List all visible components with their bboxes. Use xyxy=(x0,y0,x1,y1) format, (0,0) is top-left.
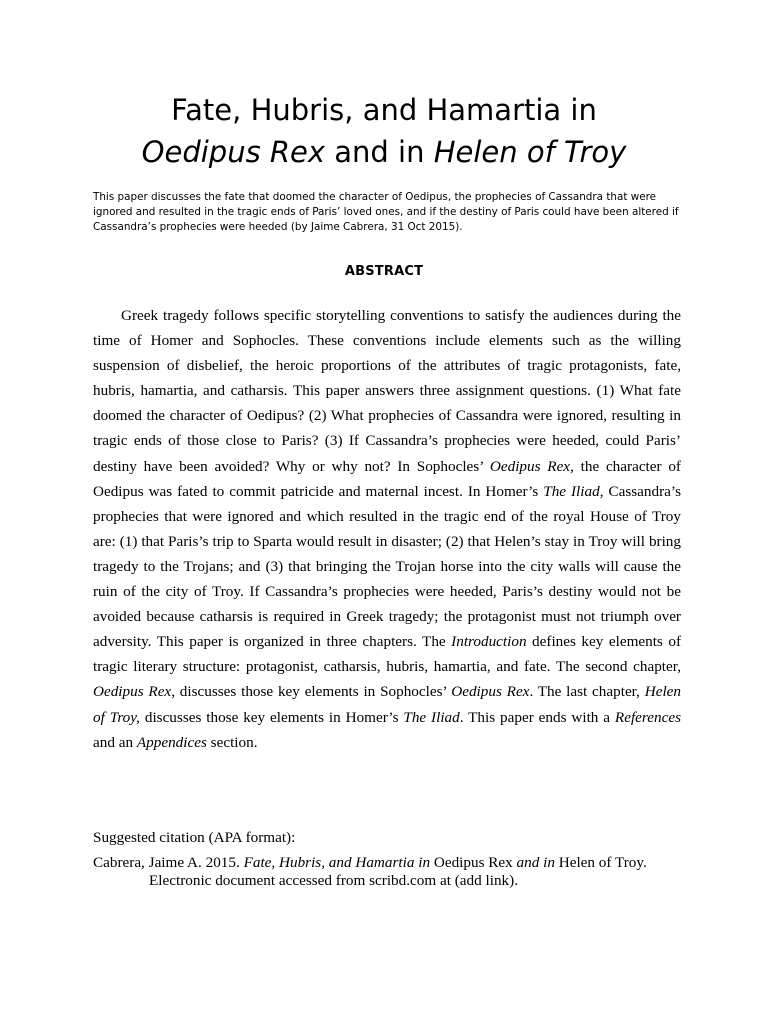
title-work-1: Oedipus Rex xyxy=(141,135,326,169)
abstract-text: . This paper ends with a xyxy=(459,708,615,726)
abstract-italic: Introduction xyxy=(451,633,527,651)
abstract-text: . The last chapter, xyxy=(529,683,645,701)
abstract-heading: ABSTRACT xyxy=(344,264,424,279)
abstract-paragraph xyxy=(93,303,681,755)
abstract-italic: The Iliad xyxy=(543,482,600,500)
abstract-text: , Cassandra’s prophecies that were ignored and which resulted in the tragic end of the royal House of Troy are: (1) that Paris’s trip to Sparta would result in disaster; (2) that Helen’s stay in Troy will bring tragedy to the Trojans; and (3) that bringing the Trojan horse into the city walls will cause the ruin of the city of Troy. If Cassandra’s prophecies were heeded, Paris’s destiny would not be avoided because catharsis is required in Greek tragedy; the protagonist must not triumph over adversity. This paper is organized in three chapters. The xyxy=(93,482,682,651)
citation-label: Suggested citation (APA format): xyxy=(93,829,296,846)
abstract-text: section. xyxy=(206,733,258,751)
title-work-2: Helen of Troy xyxy=(433,135,627,169)
document-summary: This paper discusses the fate that doomed the character of Oedipus, the prophecies of Cassandra that were ignored and resulted in the tragic ends of Paris’ loved ones, and if the destiny of Paris could have been altered if Cassandra’s prophecies were heeded (by Jaime Cabrera, 31 Oct 2015). xyxy=(93,191,679,233)
abstract-italic: Oedipus Rex xyxy=(489,457,571,475)
title-line-1: Fate, Hubris, and Hamartia in xyxy=(171,93,597,127)
citation-italic: Fate, Hubris, and Hamartia in xyxy=(243,854,431,871)
abstract-text: discusses those key elements in Homer’s xyxy=(139,708,404,726)
abstract-text: and an xyxy=(93,733,137,751)
citation-italic: and in xyxy=(516,854,555,871)
citation-text: Oedipus Rex xyxy=(430,854,517,871)
document-title xyxy=(0,89,768,173)
abstract-italic: The Iliad xyxy=(403,708,460,726)
abstract-italic: Oedipus Rex xyxy=(451,683,530,701)
abstract-italic: Oedipus Rex xyxy=(93,683,172,701)
citation-entry xyxy=(93,854,683,890)
abstract-text: , the character of Oedipus was fated to commit patricide and maternal incest. In Homer’s xyxy=(93,457,681,500)
abstract-italic: References xyxy=(614,708,681,726)
abstract-text: defines key elements of tragic literary structure: protagonist, catharsis, hubris, hamartia, and fate. The second chapter, xyxy=(93,633,682,676)
title-connector: and in xyxy=(325,135,434,169)
abstract-italic: Helen of Troy, xyxy=(93,683,681,726)
citation-text: Cabrera, Jaime A. 2015. xyxy=(93,854,244,871)
title-line-2 xyxy=(0,131,768,173)
abstract-text: , discusses those key elements in Sophocles’ xyxy=(171,683,452,701)
abstract-italic: Appendices xyxy=(136,733,207,751)
abstract-text: Greek tragedy follows specific storytelling conventions to satisfy the audiences during the time of Homer and Sophocles. These conventions include elements such as the willing suspension of disbelief, the heroic proportions of the attributes of tragic protagonists, fate, hubris, hamartia, and catharsis. This paper answers three assignment questions. (1) What fate doomed the character of Oedipus? (2) What prophecies of Cassandra were ignored, resulting in tragic ends of those close to Paris? (3) If Cassandra’s prophecies were heeded, could Paris’ destiny have been avoided? Why or why not? In Sophocles’ xyxy=(93,307,681,475)
citation-text: Helen of Troy. Electronic document accessed from scribd.com at (add link). xyxy=(149,854,647,889)
